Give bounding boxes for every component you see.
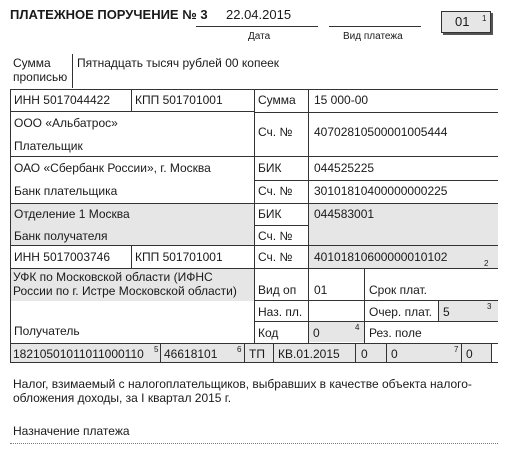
vline-inn-kpp-payer bbox=[131, 89, 132, 111]
purpose-text: Налог, взимаемый с налогоплательщиков, выбравших в качестве объекта налого-обложения доходы, за I квартал 2015 г. bbox=[13, 377, 472, 405]
payee-account-value: 40101810600000010102 bbox=[314, 250, 448, 264]
vline-left-edge bbox=[10, 89, 11, 362]
payer-name: ООО «Альбатрос» bbox=[14, 116, 118, 130]
amount-words-divider bbox=[72, 54, 73, 88]
hline bbox=[10, 111, 254, 112]
vline-main bbox=[254, 89, 255, 343]
payer-bank-bik-value: 044525225 bbox=[314, 161, 375, 175]
payer-bank-bik-label: БИК bbox=[258, 161, 282, 175]
hline bbox=[254, 225, 308, 226]
payer-sum-value: 15 000-00 bbox=[314, 93, 369, 107]
tax-oktmo: 46618101 bbox=[164, 347, 218, 361]
payee-bank-bik-value: 044583001 bbox=[314, 207, 375, 221]
tax-doc-num: 0 bbox=[361, 347, 368, 361]
vline-values bbox=[308, 89, 309, 343]
kod-index: 4 bbox=[355, 323, 360, 332]
payee-bank-label: Банк получателя bbox=[14, 229, 108, 243]
srok-label: Срок плат. bbox=[369, 283, 428, 297]
hline bbox=[10, 343, 498, 344]
payment-type-underline bbox=[329, 26, 421, 27]
status-code: 01 bbox=[455, 14, 470, 29]
vid-op-value: 01 bbox=[314, 283, 328, 297]
payer-bank-account-label: Сч. № bbox=[258, 184, 293, 198]
purpose-divider bbox=[10, 443, 498, 444]
payee-kpp: КПП 501701001 bbox=[135, 250, 223, 264]
payee-name: УФК по Московской области (ИФНС России по г. Истре Московской области) bbox=[13, 270, 237, 298]
tax-kbk: 18210501011011000110 bbox=[13, 347, 144, 361]
amount-words-label: Сумма прописью bbox=[13, 56, 68, 84]
naz-label: Наз. пл. bbox=[258, 305, 303, 319]
date-label: Дата bbox=[248, 31, 271, 42]
tax-oktmo-index: 6 bbox=[237, 345, 242, 354]
tax-vline bbox=[273, 343, 274, 362]
status-index: 1 bbox=[482, 14, 487, 23]
payer-bank-name: ОАО «Сбербанк России», г. Москва bbox=[14, 161, 211, 175]
payee-bank-name: Отделение 1 Москва bbox=[14, 207, 130, 221]
payer-kpp: КПП 501701001 bbox=[135, 93, 223, 107]
hline bbox=[254, 300, 498, 301]
payer-sum-label: Сумма bbox=[258, 93, 296, 107]
ocher-value: 5 bbox=[443, 305, 450, 319]
ocher-label: Очер. плат. bbox=[369, 305, 433, 319]
kod-value: 0 bbox=[313, 326, 320, 340]
vid-op-label: Вид оп bbox=[258, 283, 297, 297]
payer-label: Плательщик bbox=[14, 139, 83, 153]
vline-inn-kpp-payee bbox=[131, 245, 132, 268]
purpose-label: Назначение платежа bbox=[13, 424, 130, 438]
tax-vline bbox=[491, 343, 492, 362]
vline-srok bbox=[364, 268, 365, 343]
tax-vline bbox=[355, 343, 356, 362]
payee-bank-bik-label: БИК bbox=[258, 207, 282, 221]
date-underline bbox=[196, 26, 318, 27]
tax-type: 0 bbox=[466, 347, 473, 361]
document-date: 22.04.2015 bbox=[226, 7, 292, 22]
amount-words-value: Пятнадцать тысяч рублей 00 копеек bbox=[77, 56, 280, 70]
payee-account-index: 2 bbox=[484, 259, 489, 268]
payer-inn: ИНН 5017044422 bbox=[14, 93, 111, 107]
vline-ocher bbox=[438, 300, 439, 322]
tax-doc-date-index: 7 bbox=[454, 345, 459, 354]
rez-label: Рез. поле bbox=[369, 326, 422, 340]
hline bbox=[254, 112, 498, 113]
payer-bank-label: Банк плательщика bbox=[14, 184, 118, 198]
tax-vline bbox=[386, 343, 387, 362]
tax-vline bbox=[244, 343, 245, 362]
tax-kbk-index: 5 bbox=[154, 345, 159, 354]
payer-bank-account-value: 30101810400000000225 bbox=[314, 184, 448, 198]
tax-period: КВ.01.2015 bbox=[278, 347, 340, 361]
tax-vline bbox=[461, 343, 462, 362]
hline bbox=[254, 321, 498, 322]
payee-bank-account-label: Сч. № bbox=[258, 229, 293, 243]
tax-doc-date: 0 bbox=[391, 347, 398, 361]
hline bbox=[254, 180, 498, 181]
payee-label: Получатель bbox=[14, 324, 80, 338]
payer-account-value: 40702810500001005444 bbox=[314, 125, 448, 139]
document-title: ПЛАТЕЖНОЕ ПОРУЧЕНИЕ № 3 bbox=[10, 7, 208, 22]
payment-type-label: Вид платежа bbox=[343, 31, 403, 42]
payer-account-label: Сч. № bbox=[258, 125, 293, 139]
payee-inn: ИНН 5017003746 bbox=[14, 250, 111, 264]
hline bbox=[10, 362, 498, 363]
tax-vline bbox=[160, 343, 161, 362]
payee-account-label: Сч. № bbox=[258, 250, 293, 264]
tax-tp: ТП bbox=[249, 347, 265, 361]
kod-label: Код bbox=[258, 326, 279, 340]
ocher-index: 3 bbox=[487, 302, 492, 311]
